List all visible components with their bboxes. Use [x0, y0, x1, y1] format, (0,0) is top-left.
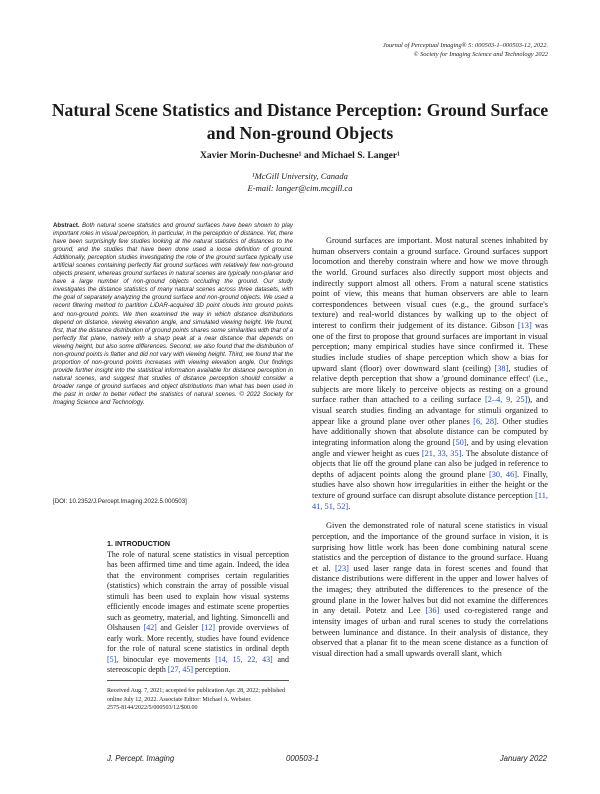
text-run: used laser range data in forest scenes and found that distance distributions were different in the upper and lower halves of the images; they attributed the differences to the presence of the ground plane in the lower halves but did not examine the differences in any detail. Potetz and Lee [312, 563, 548, 616]
citation-link[interactable]: [2–4, 9, 25] [484, 395, 528, 405]
journal-reference [288, 41, 548, 59]
paragraph-given-role [312, 521, 548, 659]
text-run: Ground surfaces are important. Most natural scenes inhabited by human observers contain a ground surface. Ground surfaces support locomotion and thereby constrain where and how we move through the world. Ground surfaces also directly support most objects and indirectly support almost all others. From a natural scene statistics point of view, this means that human observers are able to learn correspondences between visual cues (e.g., the ground surface's texture) and real-world distances by walking up to the object of interest to confirm their judgement of its distance. Gibson [312, 236, 548, 330]
text-run: . The absolute distance of objects that lie off the ground plane can also be judged in reference to depths of adjacent points along the ground plane [312, 448, 548, 479]
footer-page-number: 000503-1 [286, 754, 319, 763]
affiliation [40, 170, 560, 194]
citation-link[interactable]: [21, 33, 35] [421, 448, 462, 458]
footnote-rule [107, 680, 289, 681]
text-run: . [348, 501, 351, 511]
citation-link[interactable]: [12] [201, 623, 215, 633]
introduction-paragraph [107, 550, 289, 675]
citation-link[interactable]: [5] [107, 654, 117, 664]
authors: Xavier Morin-Duchesne¹ and Michael S. Langer¹ [199, 150, 401, 161]
citation-link[interactable]: [50] [452, 437, 467, 447]
abstract-label: Abstract. [53, 222, 80, 229]
institution: ¹McGill University, Canada [252, 171, 348, 181]
text-run: perception. [192, 664, 231, 674]
text-run: The role of natural scene statistics in visual perception has been affirmed time and time again. Indeed, the idea that the environment comprises certain regularities (statistics) which constrain the array of possible visual stimuli has been used to explain how visual systems efficiently encode images and estimate scene properties such as geometry, material, and lighting. Simoncelli and Olshausen [107, 550, 289, 633]
doi[interactable]: [DOI: 10.2352/J.Percept.Imaging.2022.5.000503] [53, 498, 187, 505]
citation-link[interactable]: [6, 28] [473, 416, 497, 426]
text-run: and Geisler [156, 623, 202, 633]
text-run: used co-registered range and intensity images of urban and rural scenes to study the correlations between luminance and distance. In their analysis of distance, they observed that a planar fit to the mean scene distance as a function of visual direction had a small upwards overall slant, which [312, 606, 549, 658]
text-run: . Other studies have additionally shown that absolute distance can be computed by integrating information along the ground [312, 416, 548, 447]
received-dates: Received Aug. 7, 2021; accepted for publication Apr. 28, 2022; published online July 12, 2022. Associate Editor: Michael A. Webster. [107, 688, 286, 703]
text-run: and stereoscopic depth [107, 654, 289, 674]
abstract-text: Both natural scene statistics and ground surfaces have been shown to play important roles in visual perception, in particular, in the perception of distance. Yet, there have been surprisingly few studies looking at the natural statistics of distances to the ground, and the studies that have been done used a loose definition of ground. Additionally, perception studies investigating the role of the ground surface typically use artificial scenes containing perfectly flat ground surfaces with relatively few non-ground objects present, whereas ground surfaces in natural scenes are typically non-planar and have a large number of non-ground objects occluding the ground. Our study investigates the distance statistics of many natural scenes across three datasets, with the goal of separately analyzing the ground surface and non-ground objects. We used a recent filtering method to partition LiDAR-acquired 3D point clouds into ground points and non-ground points. We then examined the way in which distance distributions depend on distance, viewing elevation angle, and simulated viewing height. We found, first, that the distance distribution of ground points shares some similarities with that of a perfectly flat plane, namely with a sharp peak at a near distance that depends on viewing height, but also some differences. Second, we also found that the distribution of non-ground points is flatter and did not vary with viewing height. Third, we found that the proportion of non-ground points increases with viewing elevation angle. Our findings provide further insight into the statistical information available for distance perception in natural scenes, and suggest that studies of distance perception should consider a broader range of ground surfaces and object distributions than what has been used in the past in order to better reflect the statistics of natural scenes. [53, 222, 293, 398]
citation-link[interactable]: [30, 46] [488, 469, 518, 479]
text-run: , studies of relative depth perception that show a 'ground dominance effect' (i.e., subjects are more likely to perceive objects as resting on a ground surface rather than attached to a ceiling surface [312, 363, 548, 405]
section-heading-introduction: 1. INTRODUCTION [107, 539, 171, 548]
text-run: provide overviews of early work. More recently, studies have found evidence for the role of natural scene statistics in ordinal depth [107, 623, 289, 654]
footnote [107, 687, 289, 713]
abstract-copyright: © 2022 Society for Imaging Science and Technology. [53, 390, 293, 407]
abstract [53, 222, 293, 407]
text-run: Given the demonstrated role of natural scene statistics in visual perception, and the importance of the ground surface in vision, it is surprising how little work has been done combining natural scene statistics and the perception of distance to the ground surface. Huang et al. [312, 521, 548, 573]
paragraph-ground-surfaces [312, 236, 548, 512]
right-column [312, 236, 548, 659]
text-run: , and by using elevation angle and viewer height as cues [312, 437, 549, 458]
citation-link[interactable]: [13] [517, 321, 532, 330]
citation-link[interactable]: [42] [143, 623, 157, 633]
citation-link[interactable]: [27, 45] [167, 664, 193, 674]
text-run: , binocular eye movements [116, 654, 216, 664]
footer-journal: J. Percept. Imaging [107, 754, 175, 763]
issn-line: 2575-8144/2022/5/000503/12/$00.00 [107, 705, 198, 711]
header-copyright: © Society for Imaging Science and Technology 2022 [413, 51, 548, 58]
text-run: . Finally, studies have also shown how irregularities in either the height or the texture of ground surface can disrupt absolute distance perception [312, 469, 549, 500]
citation-link[interactable]: [11, 41, 51, 52] [312, 491, 548, 511]
author-email: E-mail: langer@cim.mcgill.ca [247, 183, 353, 193]
citation-link[interactable]: [38] [494, 363, 509, 373]
citation-link[interactable]: [36] [425, 606, 440, 616]
text-run: was one of the first to propose that ground surfaces are important in visual perception; many empirical studies have since confirmed it. These studies include studies of shape perception which show a bias for upward slant (floor) over downward slant (ceiling) [312, 321, 549, 373]
paper-title: Natural Scene Statistics and Distance Perception: Ground Surface and Non-ground Objects [51, 100, 549, 143]
text-run: ), and visual search studies finding an advantage for stimuli organized to appear like a ground plane over other planes [312, 395, 549, 426]
footer-date: January 2022 [499, 754, 547, 763]
journal-line: Journal of Perceptual Imaging® 5: 000503-1–000503-12, 2022. [382, 42, 548, 49]
citation-link[interactable]: [14, 15, 22, 43] [215, 654, 273, 664]
citation-link[interactable]: [23] [335, 563, 349, 573]
